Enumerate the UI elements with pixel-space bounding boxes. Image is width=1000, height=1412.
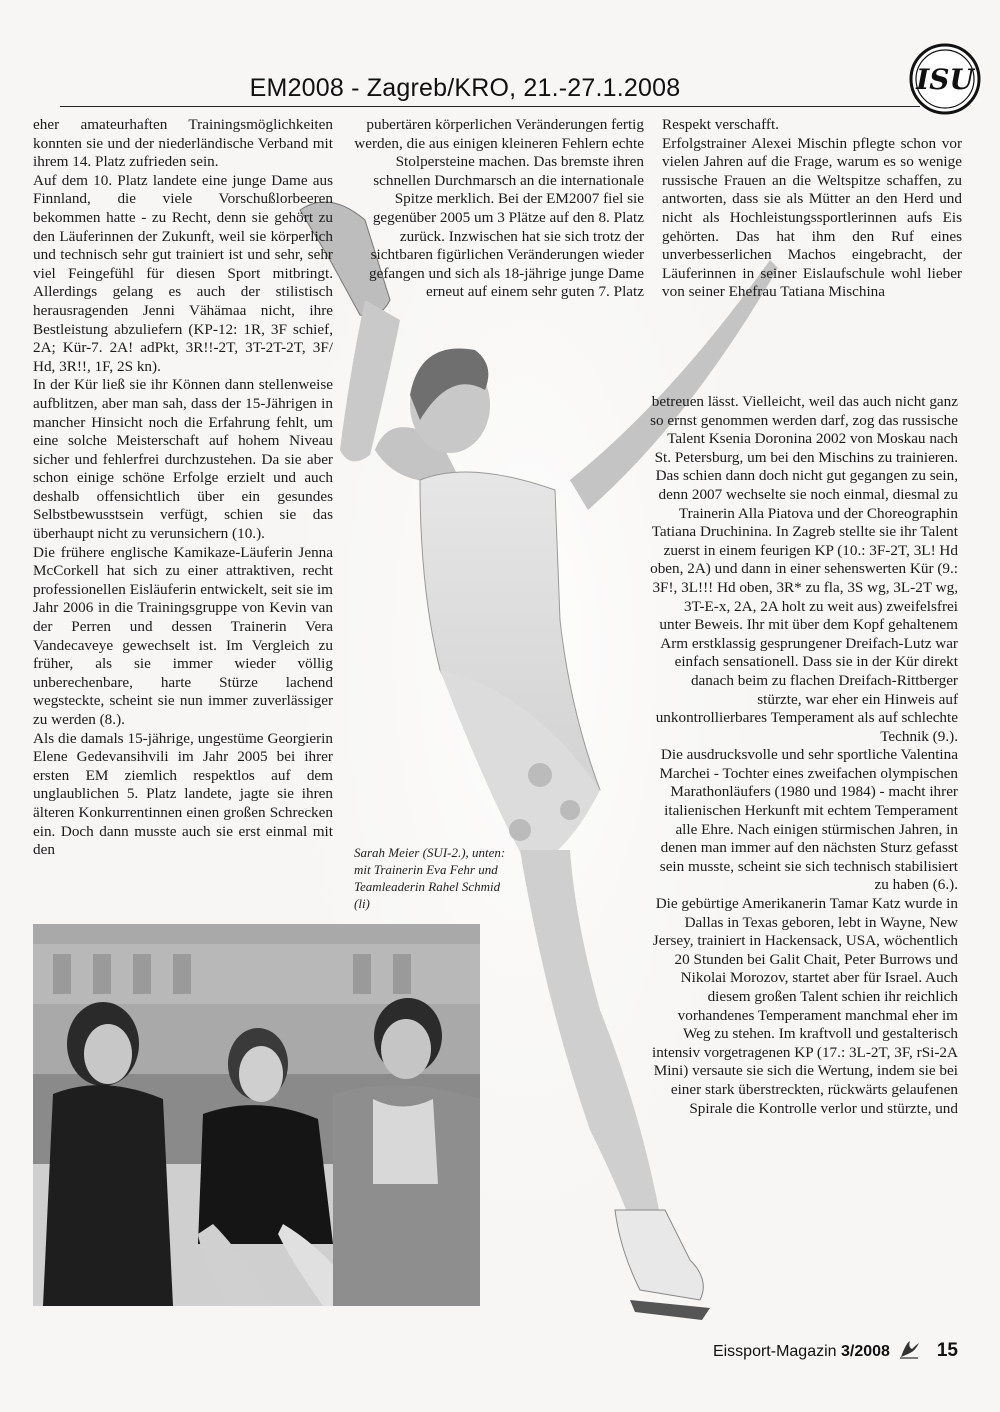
col1-paragraph: Als die damals 15-jährige, ungestüme Georgierin Elene Gedevansihvili im Jahr 2005 bei ihrer ersten EM ziemlich respektlos auf dem unglaublichen 5. Platz landete, jagte sie ihren älteren Konkurrentinnen einen großen Schrecken ein. Doch dann musste auch sie erst einmal mit den <box>33 729 333 859</box>
header-rule <box>60 106 920 107</box>
col3-paragraph: Respekt verschafft. <box>662 116 779 133</box>
isu-logo-text: ISU <box>916 63 974 96</box>
page-header-title: EM2008 - Zagreb/KRO, 21.-27.1.2008 <box>249 74 681 102</box>
text-column-1 <box>33 116 333 860</box>
text-column-3-top <box>662 116 962 302</box>
col3-paragraph: betreuen lässt. Vielleicht, weil das auch nicht ganz so ernst genommen werden darf, zog das russische Talent Ksenia Doronina 2002 von Moskau nach St. Petersburg, um bei den Mischins zu trainieren. Das schien dann doch nicht gut gegangen zu sein, denn 2007 wechselte sie noch einmal, diesmal zu Trainerin Alla Piatova und der Choreographin Tatiana Druchinina. In Zagreb stellte sie ihr Talent zuerst in einem feurigen KP (10.: 3F-2T, 3L! Hd oben, 2A) und dann in einer sehenswerten Kür (9.: 3F!, 3L!!! Hd oben, 3R* zu fla, 3S wg, 3L-2T wg, 3T-E-x, 2A, 2A holt zu weit aus) zweifelsfrei unter Beweis. Ihr mit über dem Kopf gehaltenem Arm erstklassig gesprungener Dreifach-Lutz war einfach sensationell. Dass sie in der Kür direkt danach beim zu flachen Dreifach-Rittberger stürzte, war eher ein Hinweis auf unkontrollierbares Temperament als auf schlechte Technik (9.). <box>650 393 958 745</box>
col1-paragraph: Auf dem 10. Platz landete eine junge Dame aus Finnland, die viele Vorschußlorbeeren bekommen hatte - zu Recht, denn sie gehört zu den Läuferinnen der Zukunft, weil sie körperlich und technisch sehr gut trainiert ist und sehr, sehr viel Feingefühl für diesen Sport mitbringt. Allerdings gelang es auch der stilistisch herausragenden Jenni Vähämaa nicht, ihre Bestleistung abzuliefern (KP-12: 1R, 3F schief, 2A; Kür-7. 2A! adPkt, 3R!!-2T, 3T-2T-2T, 3F/ Hd, 3R!!, 1F, 2S kn). <box>33 171 333 375</box>
issue-number: 3/2008 <box>841 1343 890 1360</box>
text-column-2 <box>347 116 644 302</box>
skater-logo-icon <box>898 1339 922 1359</box>
col1-paragraph: eher amateurhaften Trainingsmöglichkeiten konnten sie und der niederländische Verband mit ihrem 14. Platz zufrieden sein. <box>33 116 333 171</box>
photo-caption: Sarah Meier (SUI-2.), unten: mit Trainerin Eva Fehr und Teamleaderin Rahel Schmid (li) <box>354 845 506 911</box>
text-column-3-bottom <box>650 393 958 1118</box>
col1-paragraph: In der Kür ließ sie ihr Können dann stellenweise aufblitzen, aber man sah, dass der 15-Jährigen in mancher Hinsicht noch die Erfahrung fehlt, um eine solche Meisterschaft auf hohem Niveau sicher und fehlerfrei durchzustehen. Da sie aber schon einige schöne Erfolge erzielt und auch deshalb offensichtlich über ein gesundes Selbstbewusstsein verfügt, schien sie das überhaupt nicht zu verunsichern (10.). <box>33 376 333 543</box>
col3-paragraph: Erfolgstrainer Alexei Mischin pflegte schon vor vielen Jahren auf die Frage, warum es so wenige russische Frauen an die Weltspitze schaffen, zu antworten, dass sie als Mütter an den Herd und nicht als Hochleistungssportlerinnen aufs Eis gehörten. Das hat ihm den Ruf eines unverbesserlichen Machos eingebracht, der Läuferinnen in seiner Eislaufschule wohl lieber von seiner Ehefrau Tatiana Mischina <box>662 134 962 301</box>
kiss-and-cry-photo <box>33 924 480 1306</box>
col3-paragraph: Die gebürtige Amerikanerin Tamar Katz wurde in Dallas in Texas geboren, lebt in Wayne, New Jersey, trainiert in Hackensack, USA, wöchentlich 20 Stunden bei Galit Chait, Peter Burrows und Nikolai Morozov, startet aber für Israel. Auch diesem großen Talent schien ihr reichlich vorhandenes Temperament manchmal eher im Weg zu stehen. Im kraftvoll und gestalterisch intensiv vorgetragenen KP (17.: 3L-2T, 3F, rSi-2A Mini) versaute sie sich die Wertung, indem sie bei einer stark überstreckten, rückwärts gelaufenen Spirale die Kontrolle verlor und stürzte, und <box>651 895 958 1117</box>
page-number: 15 <box>936 1340 958 1361</box>
col1-paragraph: Die frühere englische Kamikaze-Läuferin Jenna McCorkell hat sich zu einer attraktiven, recht professionellen Eisläuferin entwickelt, seit sie im Jahr 2006 in die Trainingsgruppe von Kevin van der Perren und dessen Trainerin Vera Vandecaveye gewechselt ist. Im Vergleich zu früher, als sie immer wieder völlig unberechenbare, harte Stürze lachend wegsteckte, scheint sie nun immer zuverlässiger zu werden (8.). <box>33 543 333 728</box>
col3-paragraph: Die ausdrucksvolle und sehr sportliche Valentina Marchei - Tochter eines zweifachen olympischen Marathonläufers (1980 und 1984) - macht ihrer italienischen Herkunft mit echtem Temperament alle Ehre. Nach einigen stürmischen Jahren, in denen man immer auf den nächsten Sturz gefasst sein musste, scheint sie sich technisch stabilisiert zu haben (6.). <box>659 746 958 894</box>
page-footer <box>0 1339 958 1362</box>
col2-paragraph: pubertären körperlichen Veränderungen fertig werden, die aus einigen kleineren Fehlern echte Stolpersteine machen. Das bremste ihren schnellen Durchmarsch an die internationale Spitze merklich. Bei der EM2007 fiel sie gegenüber 2005 um 3 Plätze auf den 8. Platz zurück. Inzwischen hat sie sich trotz der sichtbaren figürlichen Veränderungen wieder gefangen und sich als 18-jährige junge Dame erneut auf einem sehr guten 7. Platz <box>354 116 644 301</box>
magazine-name: Eissport-Magazin <box>712 1343 837 1360</box>
isu-logo-icon <box>908 42 982 116</box>
